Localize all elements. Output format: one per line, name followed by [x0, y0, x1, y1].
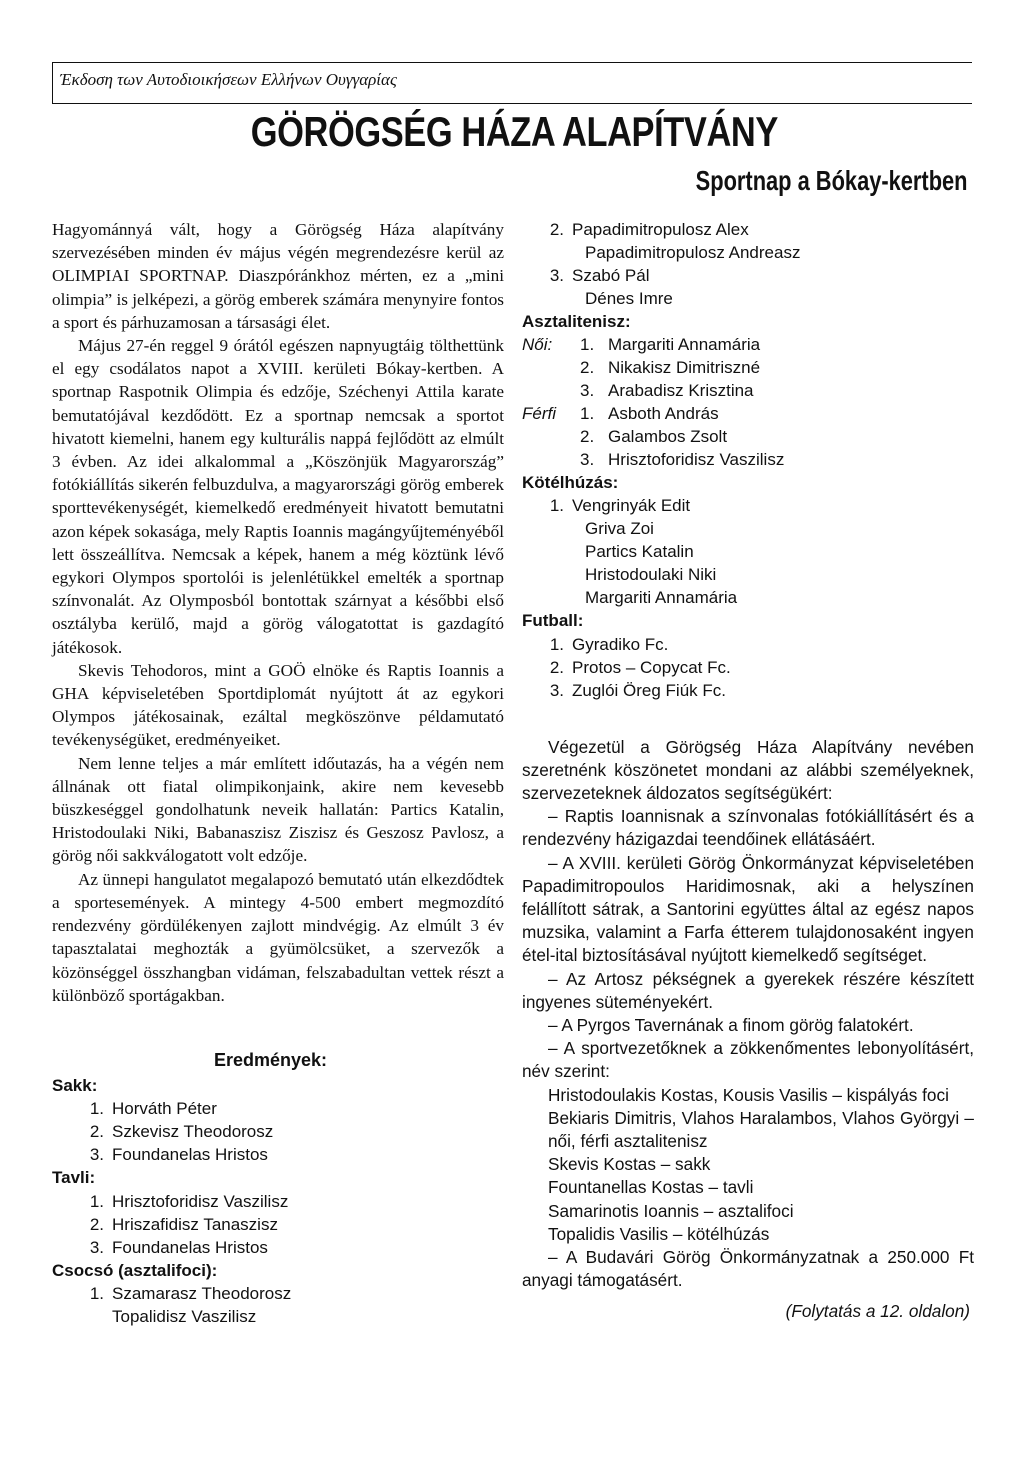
publication-name: Έκδοση των Αυτοδιοικήσεων Ελλήνων Ουγγαρίας [60, 70, 397, 89]
result-name: Arabadisz Krisztina [608, 381, 754, 401]
thanks-item: – Az Artosz pékségnek a gyerekek részére készített ingyenes süteményekért. [522, 968, 974, 1012]
article-paragraph: Hagyománnyá vált, hogy a Görögség Háza alapítvány szervezésében minden év május végén megrendezésre kerül az OLIMPIAI SPORTNAP. Diaszpóránkhoz mérten, ez a „mini olimpia” is jelképezi, a görög emberek számára menynyire fontos a sport és párhuzamosan a társasági élet. [52, 220, 504, 332]
result-name-continued: Dénes Imre [585, 289, 673, 308]
result-name: Hriszafidisz Tanaszisz [112, 1214, 278, 1234]
result-row [522, 379, 974, 402]
result-name: Protos – Copycat Fc. [572, 657, 731, 677]
rank: 3. [549, 680, 564, 700]
sport-leader: Topalidis Vasilis – kötélhúzás [548, 1223, 770, 1244]
result-row [522, 356, 974, 379]
rank: 3. [580, 450, 595, 470]
result-row [522, 448, 974, 471]
category-sakk: Sakk: [52, 1076, 98, 1096]
right-column [522, 218, 974, 1324]
rank: 3. [89, 1237, 104, 1257]
rank: 1. [549, 634, 564, 654]
result-row [522, 264, 974, 287]
result-name: Nikakisz Dimitriszné [608, 358, 761, 378]
result-row [52, 1213, 504, 1236]
result-row [522, 494, 974, 517]
result-name: Vengrinyák Edit [572, 496, 691, 516]
rank: 3. [580, 381, 595, 401]
rank: 2. [89, 1122, 104, 1142]
result-name: Foundanelas Hristos [112, 1237, 268, 1257]
result-row [52, 1120, 504, 1143]
rank: 1. [89, 1099, 104, 1119]
result-name-continued: Griva Zoi [585, 519, 654, 539]
result-name: Papadimitropulosz Alex [572, 220, 749, 239]
article-subtitle: Sportnap a Bókay-kertben [696, 165, 968, 196]
result-row [522, 218, 974, 241]
result-row [52, 1190, 504, 1213]
category-kotelhuzas: Kötélhúzás: [522, 473, 619, 493]
result-row [52, 1236, 504, 1259]
sport-leader: Samarinotis Ioannis – asztalifoci [548, 1200, 794, 1221]
result-row [52, 1143, 504, 1166]
result-row [522, 402, 974, 425]
article-paragraph: Május 27-én reggel 9 órától egészen napnyugtáig tölthettünk el egy csodálatos napot a XVIII. kerületi Bókay-kertben. A sportnap Raspotnik Olimpia és edzője, Széchenyi Attila karate bemutatójával kezdődött. Ez a sportnap nemcsak a sportot hivatott kiemelni, hanem egy kulturális nappá fejlődött az elmúlt 3 évben. Az idei alkalommal a „Köszönjük Magyarország” fotókiállítás sikerén felbuzdulva, a magyarországi görög emberek sporttevékenységét, kiemelkedő eredményeit hivatott bemutatni azon képek sokasága, mely Raptis Ioannis magángyűjteményéből lett összeállítva. Nemcsak a képek, hanem a még köztünk lévő egykori Olympos sportolói is jelenlétükkel emelték a sportnap színvonalát. Az Olymposból bontottak szárnyat a későbbi első osztályba kerülő, majd a görög válogatottat is gazdagító játékosok. [52, 336, 504, 657]
rank: 2. [549, 657, 564, 677]
rank: 2. [89, 1214, 104, 1234]
page-title: GÖRÖGSÉG HÁZA ALAPÍTVÁNY [250, 108, 778, 155]
sport-leader: Fountanellas Kostas – tavli [548, 1177, 754, 1198]
category-tavli: Tavli: [52, 1168, 96, 1188]
result-name-continued: Hristodoulaki Niki [585, 565, 717, 585]
result-name: Asboth András [608, 404, 719, 424]
result-name: Gyradiko Fc. [572, 634, 669, 654]
rank: 3. [89, 1145, 104, 1165]
rank: 2. [580, 358, 595, 378]
rank: 1. [580, 404, 595, 424]
rank: 1. [580, 335, 595, 355]
result-name: Szkevisz Theodorosz [112, 1122, 274, 1142]
result-name: Szabó Pál [572, 266, 650, 285]
rank: 2. [580, 427, 595, 447]
result-name-continued: Partics Katalin [585, 542, 694, 562]
thanks-item: – A sportvezetőknek a zökkenőmentes lebonyolításért, név szerint: [522, 1038, 974, 1082]
rank: 1. [89, 1283, 104, 1303]
result-row [522, 656, 974, 679]
result-row [522, 425, 974, 448]
result-name: Horváth Péter [112, 1099, 217, 1119]
rank: 1. [89, 1191, 104, 1211]
result-row [522, 633, 974, 656]
thanks-item: – A Budavári Görög Önkormányzatnak a 250.000 Ft anyagi támogatásért. [522, 1247, 974, 1291]
sport-leader: Hristodoulakis Kostas, Kousis Vasilis – kispályás foci [548, 1084, 949, 1105]
thanks-item: – A XVIII. kerületi Görög Önkormányzat képviseletében Papadimitropoulos Haridimosnak, aki a helyszínen felállított sátrak, a Santorini együttes által az egész napos muzsika, valamint a Farfa étterem tulajdonosaként ingyen étel-ital biztosításával nyújtott kiemelkedő segítséget. [522, 852, 974, 966]
results-block [52, 1049, 504, 1328]
result-name: Foundanelas Hristos [112, 1145, 268, 1165]
continuation-note: (Folytatás a 12. oldalon) [785, 1301, 970, 1322]
rank: 2. [549, 220, 564, 239]
result-name-continued: Margariti Annamária [585, 588, 738, 608]
article-paragraph: Nem lenne teljes a már említett időutazás, ha a végén nem állnának ott fiatal olimpikonjaink, akire nem kevesebb büszkeséggel gondolhatunk neveik hallatán: Partics Katalin, Hristodoulaki Niki, Babanaszisz Ziszisz és Geszosz Pavlosz, a görög női sakkválogatott volt edzője. [52, 753, 504, 866]
result-name-continued: Topalidisz Vaszilisz [112, 1306, 257, 1326]
thanks-section [522, 736, 974, 1293]
thanks-item: – A Pyrgos Tavernának a finom görög falatokért. [548, 1015, 914, 1036]
result-row [522, 679, 974, 702]
category-asztalitenisz: Asztalitenisz: [522, 312, 631, 331]
womens-label: Női: [522, 335, 553, 355]
result-name: Galambos Zsolt [608, 427, 728, 447]
result-name-continued: Papadimitropulosz Andreasz [585, 243, 801, 262]
mens-label: Férfi [522, 404, 556, 424]
thanks-intro: Végezetül a Görögség Háza Alapítvány nevében szeretnénk köszönetet mondani az alábbi személyeknek, szervezeteknek áldozatos segítségükért: [522, 736, 974, 804]
result-row [52, 1097, 504, 1120]
sport-leader: Bekiaris Dimitris, Vlahos Haralambos, Vlahos Györgyi – női, férfi asztalitenisz [548, 1107, 974, 1152]
article-paragraph: Az ünnepi hangulatot megalapozó bemutató után elkezdődtek a sportesemények. A mintegy 4-500 embert megmozdító rendezvény gördülékenyen zajlott mindvégig. Az elmúlt 3 év tapasztalatai meghozták a gyümölcsüket, a szervezők a közönséggel összhangban vidáman, felszabadultan vettek részt a különböző sportágakban. [52, 869, 504, 1005]
result-name: Szamarasz Theodorosz [112, 1283, 292, 1303]
article-paragraph: Skevis Tehodoros, mint a GOÖ elnöke és Raptis Ioannis a GHA képviseletében Sportdiplomát nyújtott át az egykori Olympos játékosainak, ezáltal megköszönve példamutató tevékenységüket, eredményeiket. [52, 660, 504, 750]
result-name: Hrisztoforidisz Vaszilisz [112, 1191, 289, 1211]
result-row [52, 1282, 504, 1305]
left-column [52, 218, 504, 1328]
result-name: Hrisztoforidisz Vaszilisz [608, 450, 785, 470]
rank: 1. [549, 496, 564, 516]
results-heading: Eredmények: [214, 1049, 328, 1070]
rank: 3. [549, 266, 564, 285]
category-futball: Futball: [522, 611, 584, 631]
result-name: Zuglói Öreg Fiúk Fc. [572, 680, 726, 700]
result-name: Margariti Annamária [608, 335, 761, 355]
thanks-item: – Raptis Ioannisnak a színvonalas fotókiállításért és a rendezvény házigazdai teendőinek ellátásáért. [522, 806, 974, 850]
category-csocso: Csocsó (asztalifoci): [52, 1260, 218, 1280]
sport-leader: Skevis Kostas – sakk [548, 1154, 711, 1175]
result-row [522, 333, 974, 356]
